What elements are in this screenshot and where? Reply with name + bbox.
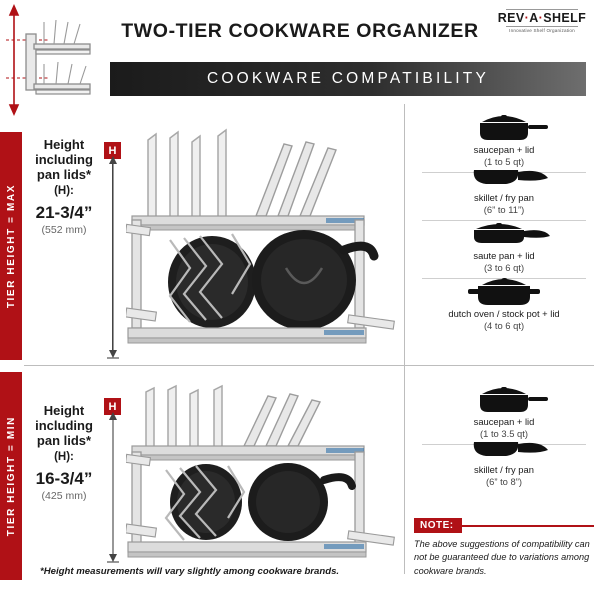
note-box <box>414 518 594 578</box>
max-label-h: (H): <box>54 184 74 197</box>
skillet-fry-pan-icon <box>456 438 552 464</box>
saucepan-with-lid-icon <box>458 110 550 144</box>
max-label-line3: pan lids* <box>36 166 92 182</box>
compat-name: saucepan + lid <box>473 416 535 427</box>
footnote: *Height measurements will vary slightly among cookware brands. <box>40 566 340 577</box>
skillet-fry-pan-icon <box>456 166 552 192</box>
min-label-line2: including <box>35 417 93 433</box>
compat-caption-saucepan-max <box>408 144 600 168</box>
compat-name: saute pan + lid <box>473 250 535 261</box>
compat-range: (1 to 5 qt) <box>483 155 525 167</box>
brand-logo <box>492 8 592 33</box>
compat-range: (3 to 6 qt) <box>483 261 525 273</box>
max-height-value-mm: (552 mm) <box>41 223 87 236</box>
compat-name: saucepan + lid <box>473 144 535 155</box>
compat-caption-dutch-oven-max <box>408 308 600 332</box>
min-label-h: (H): <box>54 450 74 463</box>
compat-range: (1 to 3.5 qt) <box>480 427 528 439</box>
tier-tab-max-label: TIER HEIGHT = MAX <box>5 183 17 309</box>
brand-tagline: Innovative Shelf Organization <box>509 28 575 33</box>
organizer-illustration-max <box>126 122 396 370</box>
max-height-value: 21-3/4” <box>35 202 93 222</box>
min-height-value-mm: (425 mm) <box>41 489 87 502</box>
compat-item-dutch-oven-max <box>408 274 600 332</box>
compat-caption-saute-max <box>408 250 600 274</box>
compat-range: (6” to 11”) <box>483 203 525 215</box>
compat-caption-skillet-max <box>408 192 600 216</box>
compat-item-skillet-min <box>408 438 600 488</box>
saucepan-with-lid-icon <box>458 382 550 416</box>
compatibility-banner-title: COOKWARE COMPATIBILITY <box>207 70 489 87</box>
compat-name: skillet / fry pan <box>474 192 534 203</box>
compat-range: (6” to 8”) <box>486 475 522 487</box>
note-header-rule <box>462 525 594 527</box>
max-dimension-arrows <box>105 154 121 364</box>
organizer-illustration-min <box>126 382 396 582</box>
min-h-badge: H <box>104 398 121 415</box>
page-title: TWO-TIER COOKWARE ORGANIZER <box>121 19 479 42</box>
max-label-line2: including <box>35 151 93 167</box>
brand-rule-top <box>506 9 578 10</box>
min-height-label-block <box>16 404 112 502</box>
brand-name: REV·A·SHELF <box>497 11 587 25</box>
brand-rule-bottom <box>506 26 578 27</box>
max-height-label-block <box>16 138 112 236</box>
compat-item-skillet-max <box>408 166 600 225</box>
compat-caption-saucepan-min <box>408 416 600 440</box>
min-label-line3: pan lids* <box>36 432 92 448</box>
max-label-line1: Height <box>43 137 85 152</box>
min-dimension-arrows <box>105 410 121 568</box>
compat-caption-skillet-min <box>408 464 600 488</box>
min-height-value: 16-3/4” <box>35 468 93 488</box>
min-label-line1: Height <box>43 403 85 418</box>
compat-name: dutch oven / stock pot + lid <box>448 308 560 319</box>
tier-tab-min-label: TIER HEIGHT = MIN <box>5 415 17 537</box>
note-text: The above suggestions of compatibility can not be guaranteed due to variations among cookware brands. <box>414 539 590 576</box>
compat-range: (4 to 6 qt) <box>483 319 525 331</box>
note-label: NOTE: <box>414 518 462 533</box>
dutch-oven-stock-pot-icon <box>456 274 552 308</box>
compat-name: skillet / fry pan <box>474 464 534 475</box>
note-header <box>414 518 594 533</box>
max-h-badge: H <box>104 142 121 159</box>
saute-pan-with-lid-icon <box>456 220 552 250</box>
compatibility-banner <box>110 62 586 96</box>
